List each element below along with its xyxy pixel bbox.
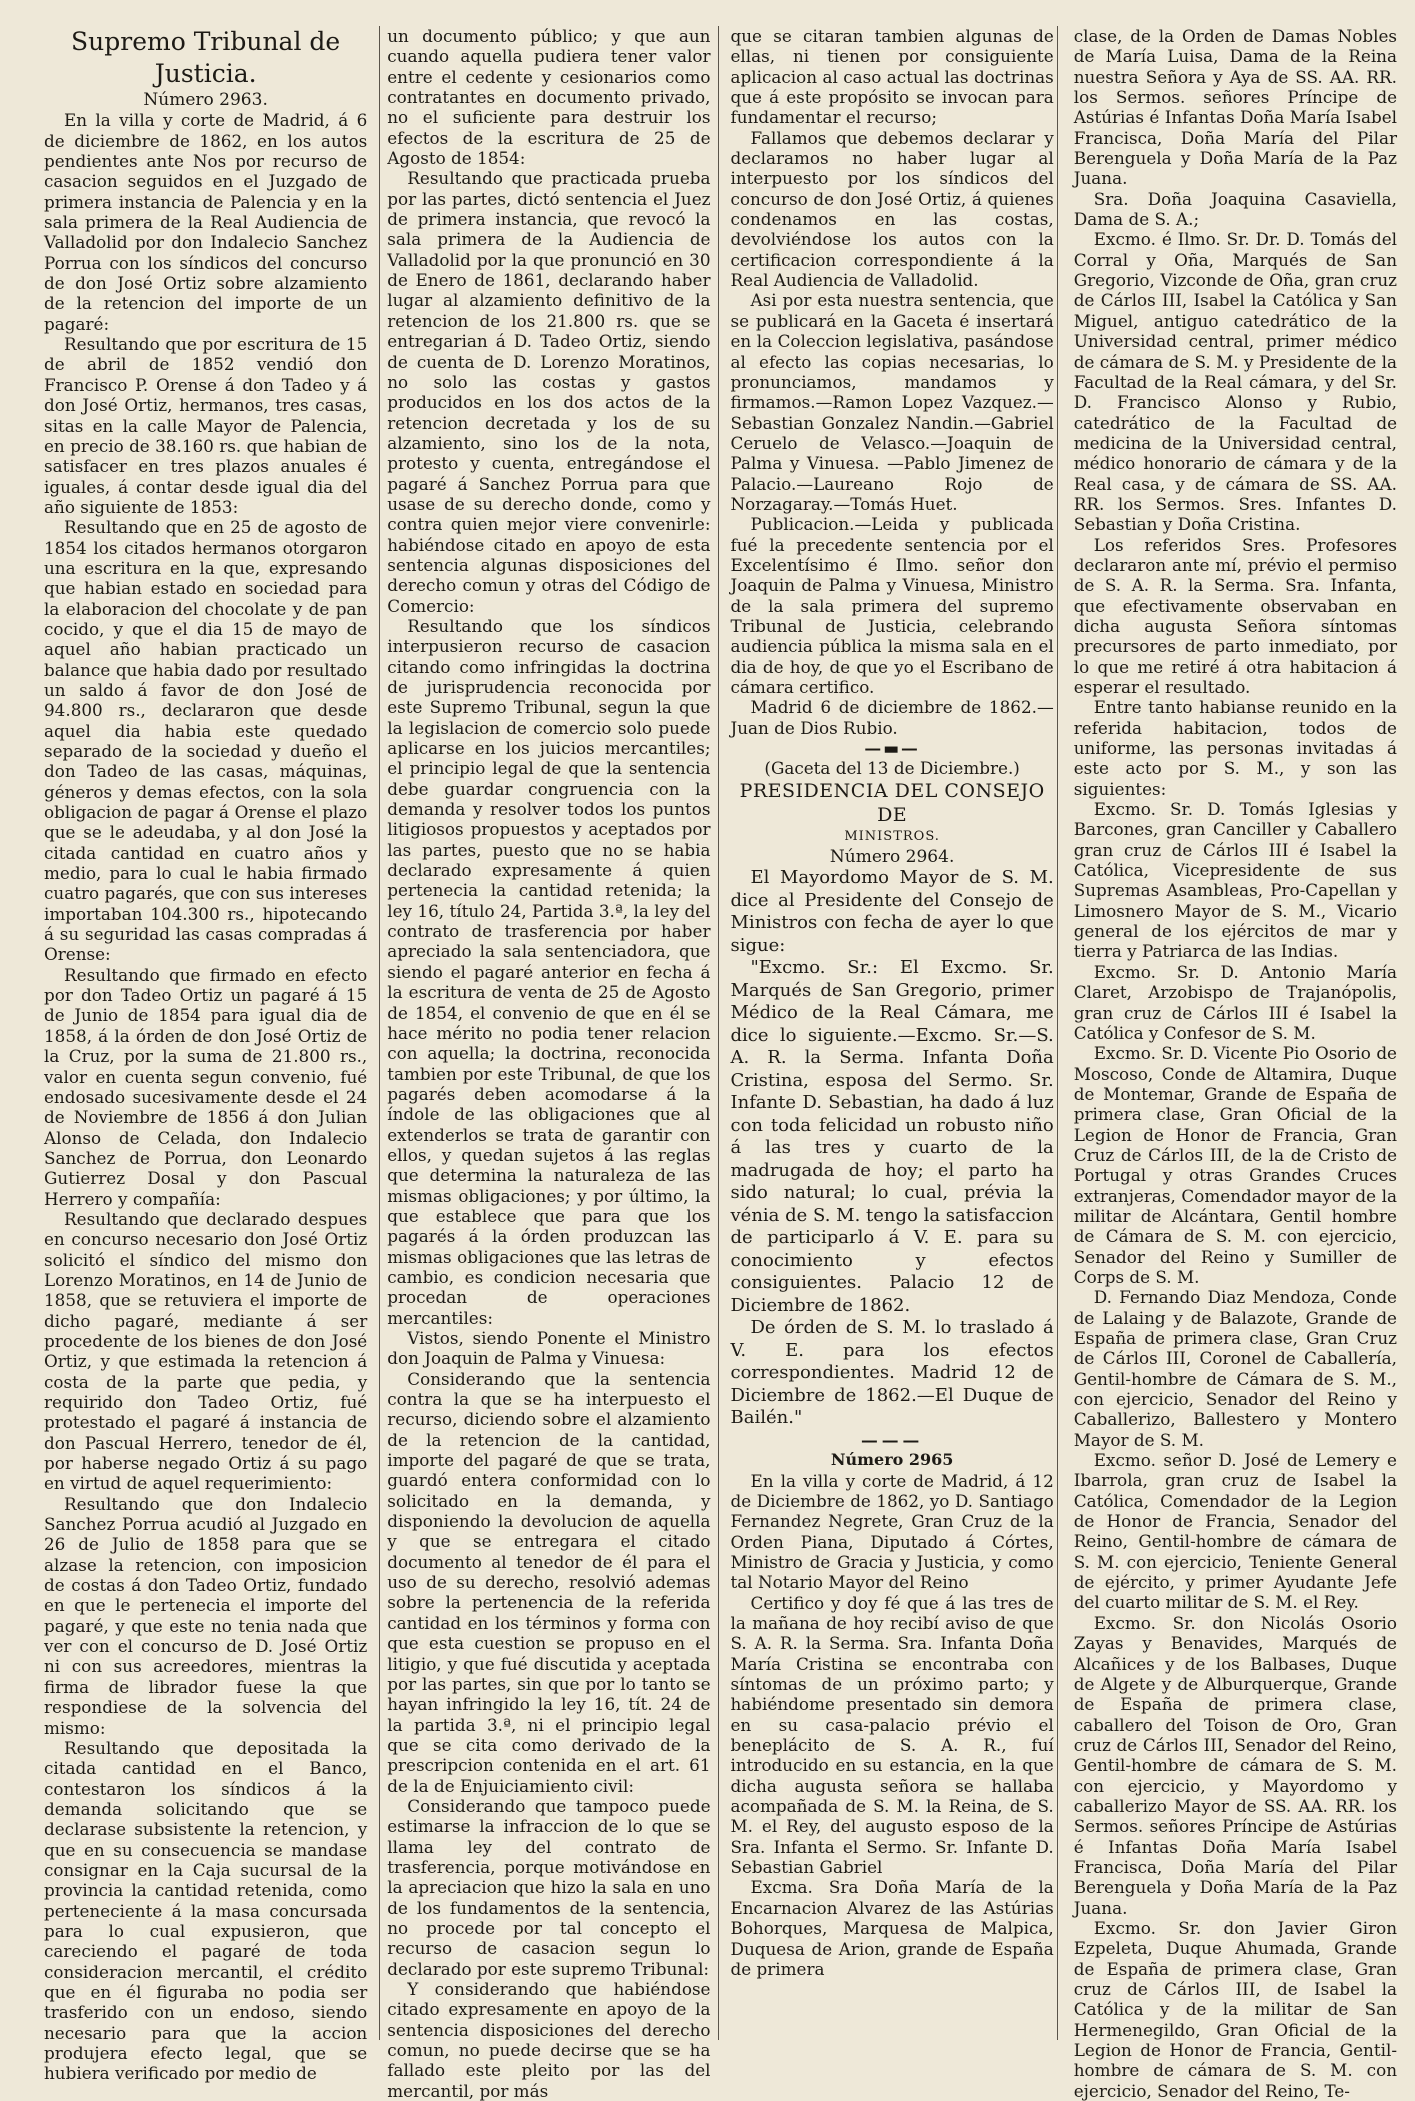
paragraph: Excmo. Sr. don Javier Giron Ezpeleta, Duque Ahumada, Grande de España de primera clase, Gran cruz de Cárlos III, de Isabel la Católica y de la militar de San Hermenegildo, Gran Oficial de la Legion de Honor de Francia, Gentil-hombre de cámara de S. M. con ejercicio, Senador del Reino, Te- (1073, 1917, 1397, 2101)
paragraph: Y considerando que habiéndose citado expresamente en apoyo de la sentencia disposiciones del derecho comun, no puede decirse que se ha fallado este pleito por las del mercantil, por más (387, 1979, 711, 2101)
separator: ——— (860, 1429, 924, 1450)
paragraph: Excmo. Sr. D. Tomás Iglesias y Barcones, gran Canciller y Caballero gran cruz de Cárlos III é Isabel la Católica, Vicepresidente de sus Supremas Asambleas, Pro-Capellan y Limosnero Mayor de S. M., Vicario general de los ejércitos de mar y tierra y Patriarca de las Indias. (1073, 799, 1397, 962)
paragraph: En la villa y corte de Madrid, á 6 de diciembre de 1862, en los autos pendientes ante Nos por recurso de casacion seguidos en el Juzgado de primera instancia de Palencia y en la sala primera de la Real Audiencia de Valladolid por don Indalecio Sanchez Porrua con los síndicos del concurso de don José Ortiz sobre alzamiento de la retencion del importe de un pagaré: (44, 110, 368, 334)
paragraph: Excmo. Sr. D. Antonio María Claret, Arzobispo de Trajanópolis, gran cruz de Cárlos III é Isabel la Católica y Confesor de S. M. (1073, 961, 1397, 1043)
column-rule (379, 26, 380, 2040)
paragraph: que se citaran tambien algunas de ellas, ni tienen por consiguiente aplicacion al caso actual las doctrinas que á este propósito se invocan para fundamentar el recurso; (730, 26, 1054, 128)
column-2 (387, 26, 711, 2101)
paragraph: Fallamos que debemos declarar y declaramos no haber lugar al interpuesto por los síndicos del concurso de don José Ortiz, á quienes condenamos en las costas, devolviéndose los autos con la certificacion correspondiente á la Real Audiencia de Valladolid. (730, 127, 1054, 291)
section-title: Supremo Tribunal de Justicia. (71, 27, 341, 88)
column-rule (718, 26, 719, 2040)
paragraph: D. Fernando Diaz Mendoza, Conde de Lalaing y de Balazote, Grande de España de primera clase, Gran Cruz de Cárlos III, Coronel de Caballería, Gentil-hombre de Cámara de S. M., con ejercicio, Senador del Reino y Caballerizo, Ballestero y Montero Mayor de S. M. (1073, 1287, 1397, 1450)
decree-number: Número 2963. (143, 90, 268, 110)
section-heading: PRESIDENCIA DEL CONSEJO DE (739, 779, 1045, 826)
paragraph: Resultando que don Indalecio Sanchez Porrua acudió al Juzgado en 26 de Julio de 1858 para que se alzase la retencion, con imposicion de costas á don Tadeo Ortiz, fundado en que le pertenecia el importe del pagaré, y que este no tenia nada que ver con el concurso de D. José Ortiz ni con sus acreedores, mientras la firma de librador fuese la que respondiese de la solvencia del mismo: (44, 1493, 368, 1738)
paragraph: Excmo. Sr. don Nicolás Osorio Zayas y Benavides, Marqués de Alcañices y de los Balbases, Duque de Algete y de Alburquerque, Grande de España de primera clase, caballero del Toison de Oro, Gran cruz de Cárlos III, Senador del Reino, Gentil-hombre de cámara de S. M. con ejercicio, y Mayordomo y caballerizo Mayor de SS. AA. RR. los Sermos. señores Príncipe de Astúrias é Infantas Doña María Isabel Francisca, Doña María del Pilar Berenguela y Doña María de la Paz Juana. (1073, 1612, 1397, 1918)
paragraph: Resultando que declarado despues en concurso necesario don José Ortiz solicitó el síndico del mismo don Lorenzo Moratinos, en 14 de Junio de 1858, que se retuviera el importe de dicho pagaré, mediante á ser procedente de los bienes de don José Ortiz, y que estimada la retencion á costa de la parte que pedia, y requirido don Tadeo Ortiz, fué protestado el pagaré á instancia de don Pascual Herrero, tenedor de él, por haberse negado Ortiz á su pago en virtud de aquel requerimiento: (44, 1208, 368, 1494)
paragraph: Resultando que los síndicos interpusieron recurso de casacion citando como infringidas la doctrina de jurisprudencia reconocida por este Supremo Tribunal, segun la que la legislacion de comercio solo puede aplicarse en los juicios mercantiles; el principio legal de que la sentencia debe guardar congruencia con la demanda y resolver todos los puntos litigiosos propuestos y aceptados por las partes, puesto que no se habia declarado expresamente á quien pertenecia la cantidad retenida; la ley 16, título 24, Partida 3.ª, la ley del contrato de trasferencia por haber apreciado la sala sentenciadora, que siendo el pagaré anterior en fecha á la escritura de venta de 25 de Agosto de 1854, el convenio de que en él se hace mérito no podia tener relacion con aquella; la doctrina, reconocida tambien por este Tribunal, de que los pagarés deben acomodarse á la índole de las obligaciones que al extenderlos se trata de garantir con ellos, y quedan sujetos á las reglas que determina la naturaleza de las mismas obligaciones; y por último, la que establece que para que los pagarés á la órden produzcan las mismas obligaciones que las letras de cambio, es condicion necesaria que procedan de operaciones mercantiles: (387, 615, 711, 1328)
paragraph: Vistos, siendo Ponente el Ministro don Joaquin de Palma y Vinuesa: (387, 1328, 711, 1369)
column-3 (731, 26, 1054, 2048)
paragraph: Resultando que practicada prueba por las partes, dictó sentencia el Juez de primera instancia, que revocó la sala primera de la Audiencia de Valladolid por la que pronunció en 30 de Enero de 1861, declarando haber lugar al alzamiento definitivo de la retencion de los 21.800 rs. que se entregarian á D. Tadeo Ortiz, siendo de cuenta de D. Lorenzo Moratinos, no solo las costas y gastos producidos en los dos actos de la retencion decretada y los de su alzamiento, sino los de la nota, protesto y cuenta, entregándose el pagaré á Sanchez Porrua para que usase de su derecho donde, como y contra quien mejor viere convenirle: habiéndose citado en apoyo de esta sentencia algunas disposiciones del derecho comun y otras del Código de Comercio: (387, 168, 711, 616)
paragraph: De órden de S. M. lo traslado á V. E. para los efectos correspondientes. Madrid 12 de Diciembre de 1862.—El Duque de Bailén." (730, 1317, 1054, 1429)
paragraph: Resultando que en 25 de agosto de 1854 los citados hermanos otorgaron una escritura en la que, expresando que habian estado en sociedad para la elaboracion del chocolate y de pan cocido, y que el dia 15 de mayo de aquel año habian practicado un balance que habia dado por resultado un saldo á favor de don José de 94.800 rs., declararon que desde aquel dia habia este quedado separado de la sociedad y dueño el don Tadeo de las casas, máquinas, géneros y demas efectos, con la sola obligacion de pagar á Orense el plazo que se le adeudaba, y al don José la citada cantidad en cuatro años y medio, para lo cual le habia firmado cuatro pagarés, que con sus intereses importaban 104.300 rs., hipotecando á su seguridad las casas compradas á Orense: (44, 517, 368, 965)
decree-number: Número 2964. (829, 847, 955, 868)
paragraph: Resultando que depositada la citada cantidad en el Banco, contestaron los síndicos á la demanda solicitando que se declarase subsistente la retencion, y que en su consecuencia se mandase consignar en la Caja sucursal de la provincia la cantidad retenida, como perteneciente á la masa concursada para lo cual expusieron, que careciendo el pagaré de toda consideracion mercantil, el crédito que en él figuraba no podia ser trasferido con un endoso, siendo necesario para que la accion produjera efecto legal, que se hubiera verificado por medio de (44, 1737, 368, 2084)
date-signature: Madrid 6 de diciembre de 1862.— Juan de Dios Rubio. (730, 697, 1054, 738)
paragraph: Excmo. é Ilmo. Sr. Dr. D. Tomás del Corral y Oña, Marqués de San Gregorio, Vizconde de Oña, gran cruz de Cárlos III, Isabel la Católica y San Miguel, antiguo catedrático de la Universidad central, primer médico de cámara de S. M. y Presidente de la Facultad de la Real cámara, y del Sr. D. Francisco Alonso y Rubio, catedrático de la Facultad de medicina de la Universidad central, médico honorario de cámara y de la Real casa, y de cámara de SS. AA. RR. los Sermos. Sres. Infantes D. Sebastian y Doña Cristina. (1073, 229, 1397, 535)
paragraph: Considerando que tampoco puede estimarse la infraccion de lo que se llama ley del contrato de trasferencia, porque motivándose en la apreciacion que hizo la sala en uno de los fundamentos de la sentencia, no procede por tal concepto el recurso de casacion segun lo declarado por este supremo Tribunal: (387, 1795, 711, 1979)
paragraph: Los referidos Sres. Profesores declararon ante mí, prévio el permiso de S. A. R. la Serma. Sra. Infanta, que efectivamente observaban en dicha augusta Señora síntomas precursores de parto inmediato, por lo que me retiré á otra habitacion á esperar el resultado. (1073, 534, 1397, 697)
paragraph: Sra. Doña Joaquina Casaviella, Dama de S. A.; (1073, 188, 1397, 230)
column-1 (44, 26, 368, 2084)
decree-number: Número 2965 (830, 1450, 954, 1470)
paragraph: Publicacion.—Leida y publicada fué la precedente sentencia por el Excelentísimo é Ilmo. señor don Joaquin de Palma y Vinuesa, Ministro de la sala primera del supremo Tribunal de Justicia, celebrando audiencia pública la misma sala en el dia de hoy, de que yo el Escribano de cámara certifico. (730, 514, 1054, 697)
paragraph: Asi por esta nuestra sentencia, que se publicará en la Gaceta é insertará en la Coleccion legislativa, pasándose al efecto las copias necesarias, lo pronunciamos, mandamos y firmamos.—Ramon Lopez Vazquez.—Sebastian Gonzalez Nandin.—Gabriel Ceruelo de Velasco.—Joaquin de Palma y Vinuesa. —Pablo Jimenez de Palacio.—Laureano Rojo de Norzagaray.—Tomás Huet. (730, 290, 1054, 514)
paragraph: Resultando que firmado en efecto por don Tadeo Ortiz un pagaré á 15 de Junio de 1854 para igual dia de 1858, á la órden de don José Ortiz de la Cruz, por la suma de 21.800 rs., valor en cuenta segun convenio, fué endosado sucesivamente desde el 24 de Noviembre de 1856 á don Julian Alonso de Celada, don Indalecio Sanchez de Porrua, don Leonardo Gutierrez Dosal y don Pascual Herrero y compañía: (44, 964, 368, 1209)
paragraph: Considerando que la sentencia contra la que se ha interpuesto el recurso, diciendo sobre el alzamiento de la retencion de la cantidad, importe del pagaré de que se trata, guardó entera conformidad con lo solicitado en la demanda, y disponiendo la devolucion de aquella y que se entregara el citado documento al tenedor de él para el uso de su derecho, resolvió ademas sobre la pertenencia de la referida cantidad en los términos y forma con que esta cuestion se propuso en el litigio, y que fué discutida y aceptada por las partes, sin que por lo tanto se hayan infringido la ley 16, tít. 24 de la partida 3.ª, ni el principio legal que se cita como derivado de la prescripcion contenida en el art. 61 de la de Enjuiciamiento civil: (387, 1368, 711, 1796)
column-rule (1057, 26, 1058, 2040)
column-4 (1073, 26, 1397, 2101)
paragraph: En la villa y corte de Madrid, á 12 de Diciembre de 1862, yo D. Santiago Fernandez Negrete, Gran Cruz de la Orden Piana, Diputado á Córtes, Ministro de Gracia y Justicia, y como tal Notario Mayor del Reino (730, 1470, 1054, 1593)
paragraph: Excmo. Sr. D. Vicente Pio Osorio de Moscoso, Conde de Altamira, Duque de Montemar, Grande de España de primera clase, Gran Oficial de la Legion de Honor de Francia, Gran Cruz de Cárlos III, de la de Cristo de Portugal y otras Grandes Cruces extranjeras, Comendador mayor de la militar de Alcántara, Gentil hombre de Cámara de S. M. con ejercicio, Senador del Reino y Sumiller de Corps de S. M. (1073, 1043, 1397, 1287)
section-subheading: MINISTROS. (844, 828, 940, 844)
paragraph: Excma. Sra Doña María de la Encarnacion Alvarez de las Astúrias Bohorques, Marquesa de Malpica, Duquesa de Arion, grande de España de primera (730, 1877, 1054, 1979)
paragraph: un documento público; y que aun cuando aquella pudiera tener valor entre el cedente y cesionarios como contratantes en documento privado, no el suficiente para destruir los efectos de la escritura de 25 de Agosto de 1854: (387, 26, 711, 169)
paragraph: clase, de la Orden de Damas Nobles de María Luisa, Dama de la Reina nuestra Señora y Aya de SS. AA. RR. los Sermos. señores Príncipe de Astúrias é Infantas Doña María Isabel Francisca, Doña María del Pilar Berenguela y Doña María de la Paz Juana. (1073, 26, 1397, 189)
separator: —▬— (864, 738, 920, 759)
paragraph: El Mayordomo Mayor de S. M. dice al Presidente del Consejo de Ministros con fecha de ayer lo que sigue: (730, 867, 1054, 956)
paragraph: "Excmo. Sr.: El Excmo. Sr. Marqués de San Gregorio, primer Médico de la Real Cámara, me dice lo siguiente.—Excmo. Sr.—S. A. R. la Serma. Infanta Doña Cristina, esposa del Sermo. Sr. Infante D. Sebastian, ha dado á luz con toda felicidad un robusto niño á las tres y cuarto de la madrugada de hoy; el parto ha sido natural; lo cual, prévia la vénia de S. M. tengo la satisfaccion de participarlo á V. E. para su conocimiento y efectos consiguientes. Palacio 12 de Diciembre de 1862. (730, 957, 1054, 1316)
paragraph: Entre tanto habianse reunido en la referida habitacion, todos de uniforme, las personas invitadas á este acto por S. M., y son las siguientes: (1073, 697, 1397, 799)
gaceta-date: (Gaceta del 13 de Diciembre.) (764, 758, 1020, 779)
paragraph: Excmo. señor D. José de Lemery e Ibarrola, gran cruz de Isabel la Católica, Comendador de la Legion de Honor de Francia, Senador del Reino, Gentil-hombre de cámara de S. M. con ejercicio, Teniente General de ejército, y primer Ayudante Jefe del cuarto militar de S. M. el Rey. (1073, 1450, 1397, 1613)
paragraph: Certifico y doy fé que á las tres de la mañana de hoy recibí aviso de que S. A. R. la Serma. Sra. Infanta Doña María Cristina se encontraba con síntomas de un próximo parto; y habiéndome presentado sin demora en su casa-palacio prévio el beneplácito de S. A. R., fuí introducido en su estancia, en la que dicha augusta señora se hallaba acompañada de S. M. la Reina, de S. M. el Rey, del augusto esposo de la Sra. Infanta el Sermo. Sr. Infante D. Sebastian Gabriel (730, 1592, 1054, 1878)
paragraph: Resultando que por escritura de 15 de abril de 1852 vendió don Francisco P. Orense á don Tadeo y á don José Ortiz, hermanos, tres casas, sitas en la calle Mayor de Palencia, en precio de 38.160 rs. que habian de satisfacer en tres plazos anuales é iguales, á contar desde igual dia del año siguiente de 1853: (44, 334, 368, 517)
